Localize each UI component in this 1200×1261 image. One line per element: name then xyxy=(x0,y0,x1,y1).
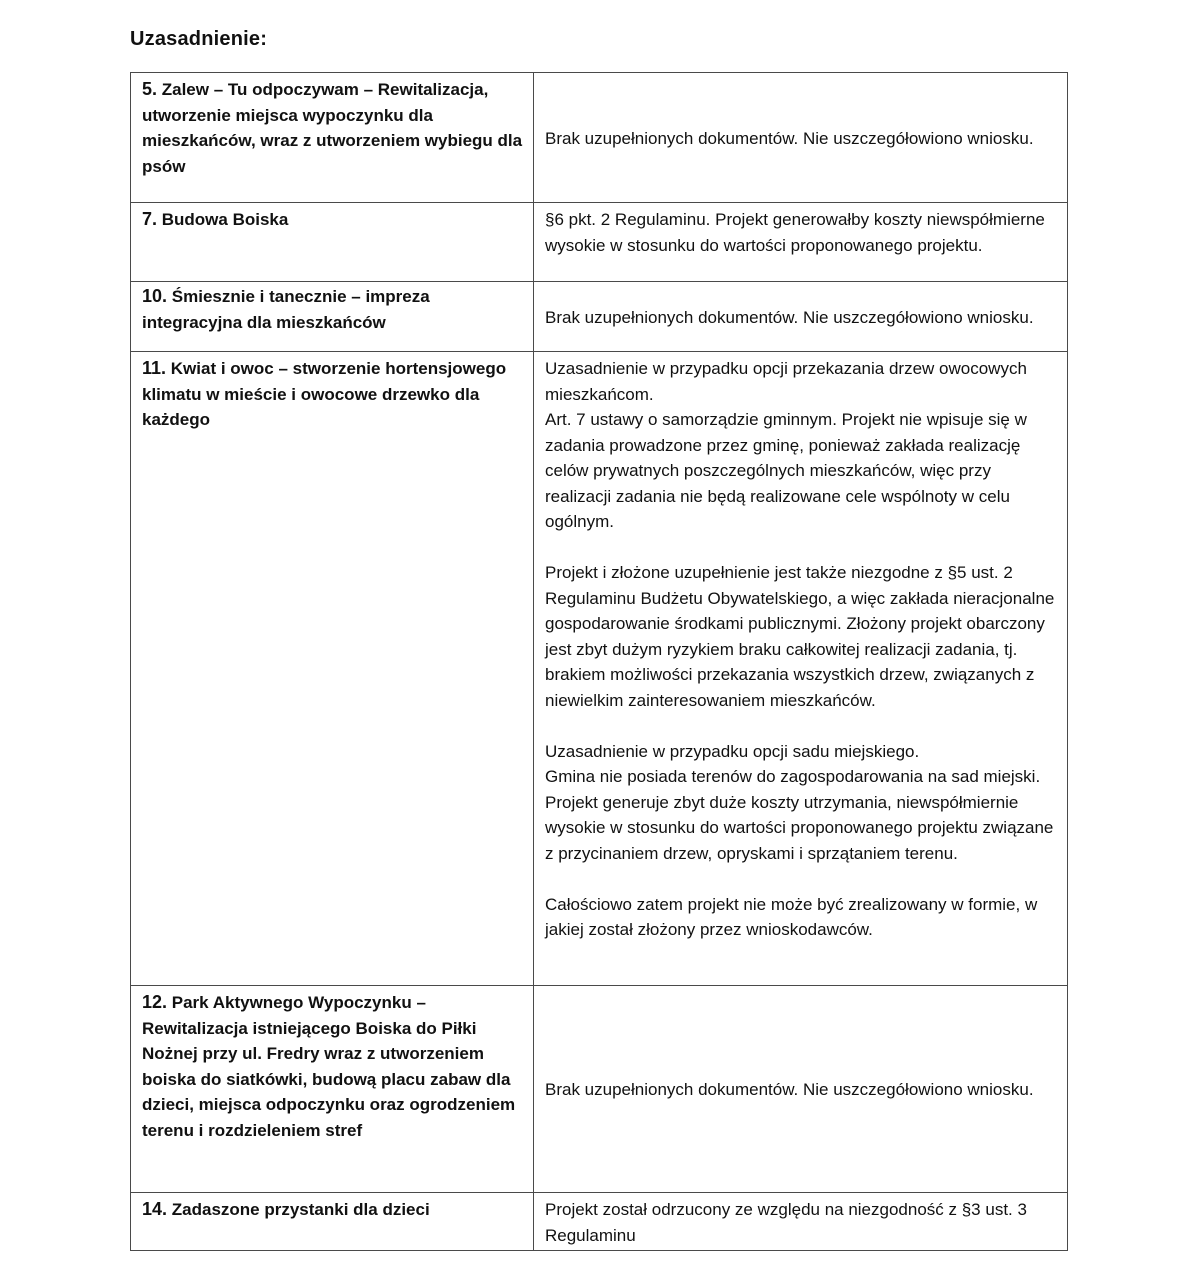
project-number: 14. xyxy=(142,1199,168,1219)
reason-cell xyxy=(534,352,1068,986)
project-title: Śmiesznie i tanecznie – impreza integracyjna dla mieszkańców xyxy=(142,287,430,332)
project-cell xyxy=(131,1193,534,1251)
project-title: Budowa Boiska xyxy=(161,210,289,229)
justification-table xyxy=(130,72,1068,1251)
table-row xyxy=(131,352,1068,986)
project-title: Zalew – Tu odpoczywam – Rewitalizacja, utworzenie miejsca wypoczynku dla mieszkańców, wraz z utworzeniem wybiegu dla psów xyxy=(142,80,523,176)
table-row xyxy=(131,282,1068,352)
project-number: 11. xyxy=(142,358,167,378)
project-number: 7. xyxy=(142,209,158,229)
project-number: 12. xyxy=(142,992,168,1012)
reason-text: §6 pkt. 2 Regulaminu. Projekt generowałby koszty niewspółmierne wysokie w stosunku do wartości proponowanego projektu. xyxy=(545,210,1045,255)
reason-cell xyxy=(534,282,1068,352)
reason-paragraph: Uzasadnienie w przypadku opcji przekazania drzew owocowych mieszkańcom. Art. 7 ustawy o samorządzie gminnym. Projekt nie wpisuje się w zadania prowadzone przez gminę, ponieważ zakłada realizację celów prywatnych poszczególnych mieszkańców, więc przy realizacji zadania nie będą realizowane cele wspólnoty w celu ogólnym. xyxy=(545,359,1027,531)
reason-cell xyxy=(534,1193,1068,1251)
reason-paragraph: Uzasadnienie w przypadku opcji sadu miejskiego. Gmina nie posiada terenów do zagospodarowania na sad miejski. Projekt generuje zbyt duże koszty utrzymania, niewspółmiernie wysokie w stosunku do wartości proponowanego projektu związane z przycinaniem drzew, opryskami i sprzątaniem terenu. xyxy=(545,741,1054,863)
project-cell xyxy=(131,203,534,282)
reason-paragraph: Projekt i złożone uzupełnienie jest także niezgodne z §5 ust. 2 Regulaminu Budżetu Obywatelskiego, a więc zakłada nieracjonalne gospodarowanie środkami publicznymi. Złożony projekt obarczony jest zbyt dużym ryzykiem braku całkowitej realizacji zadania, tj. brakiem możliwości przekazania wszystkich drzew, związanych z niewielkim zainteresowaniem mieszkańców. xyxy=(545,563,1055,710)
reason-text: Brak uzupełnionych dokumentów. Nie uszczegółowiono wniosku. xyxy=(545,307,1034,327)
reason-cell xyxy=(534,203,1068,282)
reason-cell xyxy=(534,986,1068,1193)
reason-text: Projekt został odrzucony ze względu na niezgodność z §3 ust. 3 Regulaminu xyxy=(545,1200,1027,1245)
table-row xyxy=(131,203,1068,282)
page-heading: Uzasadnienie: xyxy=(130,28,268,50)
project-cell xyxy=(131,986,534,1193)
project-title: Kwiat i owoc – stworzenie hortensjowego klimatu w mieście i owocowe drzewko dla każdego xyxy=(142,359,507,429)
project-number: 10. xyxy=(142,286,168,306)
reason-cell xyxy=(534,73,1068,203)
reason-text: Brak uzupełnionych dokumentów. Nie uszczegółowiono wniosku. xyxy=(545,1080,1034,1100)
project-number: 5. xyxy=(142,79,158,99)
table-row xyxy=(131,986,1068,1193)
project-title: Zadaszone przystanki dla dzieci xyxy=(171,1200,430,1219)
project-cell xyxy=(131,282,534,352)
table-row xyxy=(131,73,1068,203)
table-row xyxy=(131,1193,1068,1251)
project-title: Park Aktywnego Wypoczynku – Rewitalizacja istniejącego Boiska do Piłki Nożnej przy ul. Fredry wraz z utworzeniem boiska do siatkówki, budową placu zabaw dla dzieci, miejsca odpoczynku oraz ogrodzeniem terenu i rozdzieleniem stref xyxy=(142,993,516,1140)
project-cell xyxy=(131,73,534,203)
reason-text: Brak uzupełnionych dokumentów. Nie uszczegółowiono wniosku. xyxy=(545,128,1034,148)
project-cell xyxy=(131,352,534,986)
reason-paragraph: Całościowo zatem projekt nie może być zrealizowany w formie, w jakiej został złożony przez wnioskodawców. xyxy=(545,894,1038,939)
